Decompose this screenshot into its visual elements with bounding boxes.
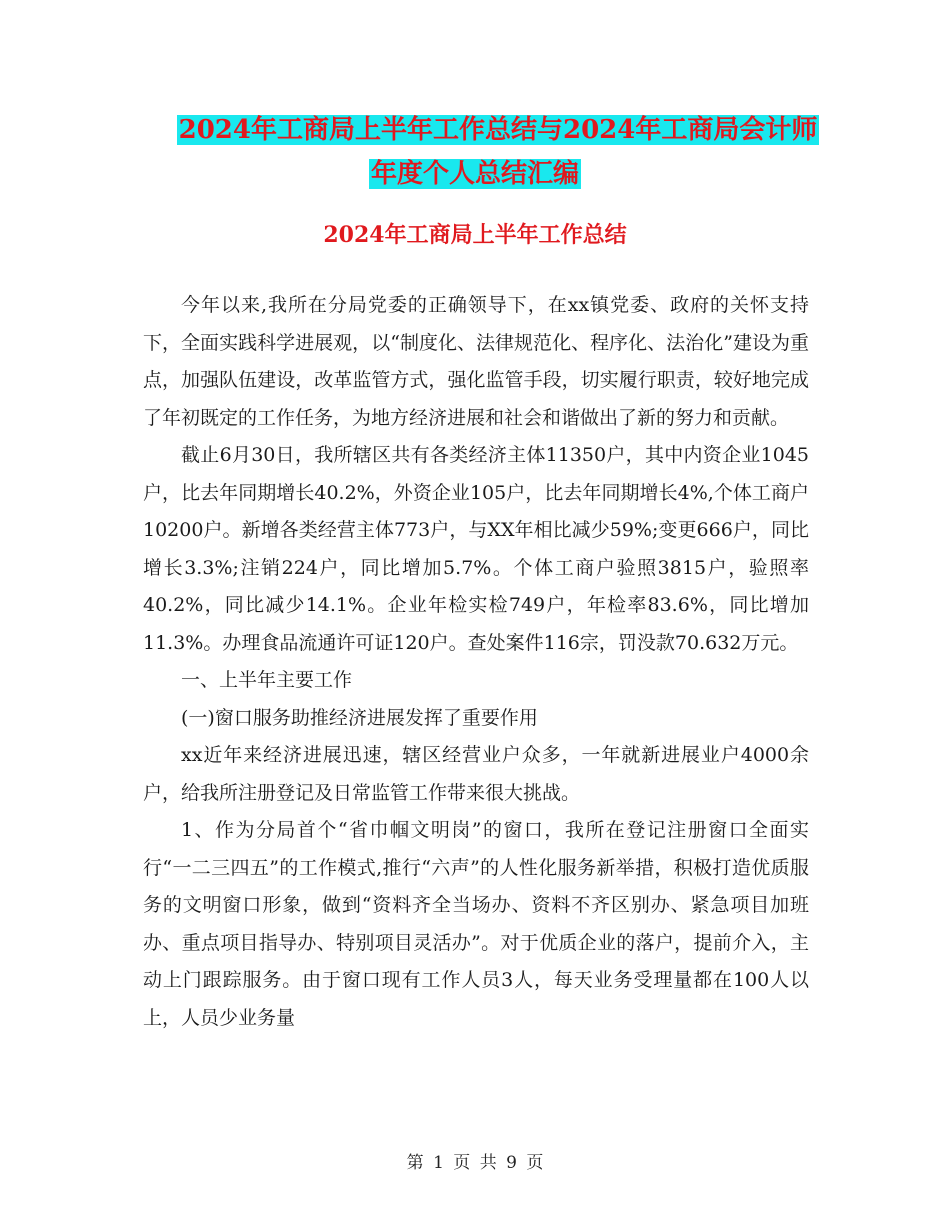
paragraph-window-item-1: 1、作为分局首个“省巾帼文明岗”的窗口，我所在登记注册窗口全面实行“一二三四五”的工作模式,推行“六声”的人性化服务新举措，积极打造优质服务的文明窗口形象，做到“资料齐全当场办、资料不齐区别办、紧急项目加班办、重点项目指导办、特别项目灵活办”。对于优质企业的落户，提前介入，主动上门跟踪服务。由于窗口现有工作人员3人，每天业务受理量都在100人以上，人员少业务量 xyxy=(143,819,809,1029)
document-title-highlight: 2024年工商局上半年工作总结与2024年工商局会计师 xyxy=(178,115,818,145)
paragraph-statistics: 截止6月30日，我所辖区共有各类经济主体11350户，其中内资企业1045户，比去年同期增长40.2%，外资企业105户，比去年同期增长4%,个体工商户10200户。新增各类经营主体773户，与XX年相比减少59%;变更666户，同比增长3.3%;注销224户，同比增加5.7%。个体工商户验照3815户，验照率40.2%，同比减少14.1%。企业年检实检749户，年检率83.6%，同比增加11.3%。办理食品流通许可证120户。查处案件116宗，罚没款70.632万元。 xyxy=(143,444,809,654)
paragraph-development: xx近年来经济进展迅速，辖区经营业户众多，一年就新进展业户4000余户，给我所注册登记及日常监管工作带来很大挑战。 xyxy=(143,744,809,804)
page-number-footer: 第 1 页 共 9 页 xyxy=(406,1153,544,1173)
document-title-highlight: 年度个人总结汇编 xyxy=(370,159,579,189)
heading-main-work: 一、上半年主要工作 xyxy=(181,669,353,691)
paragraph-intro: 今年以来,我所在分局党委的正确领导下，在xx镇党委、政府的关怀支持下，全面实践科学进展观，以“制度化、法律规范化、程序化、法治化”建设为重点，加强队伍建设，改革监管方式，强化监管手段，切实履行职责，较好地完成了年初既定的工作任务，为地方经济进展和社会和谐做出了新的努力和贡献。 xyxy=(143,294,809,429)
section-title: 2024年工商局上半年工作总结 xyxy=(323,222,627,248)
document-title-line-2 xyxy=(0,152,950,196)
document-body xyxy=(143,287,809,1037)
document-title-line-1 xyxy=(23,108,950,152)
subheading-window-service: (一)窗口服务助推经济进展发挥了重要作用 xyxy=(181,706,538,729)
